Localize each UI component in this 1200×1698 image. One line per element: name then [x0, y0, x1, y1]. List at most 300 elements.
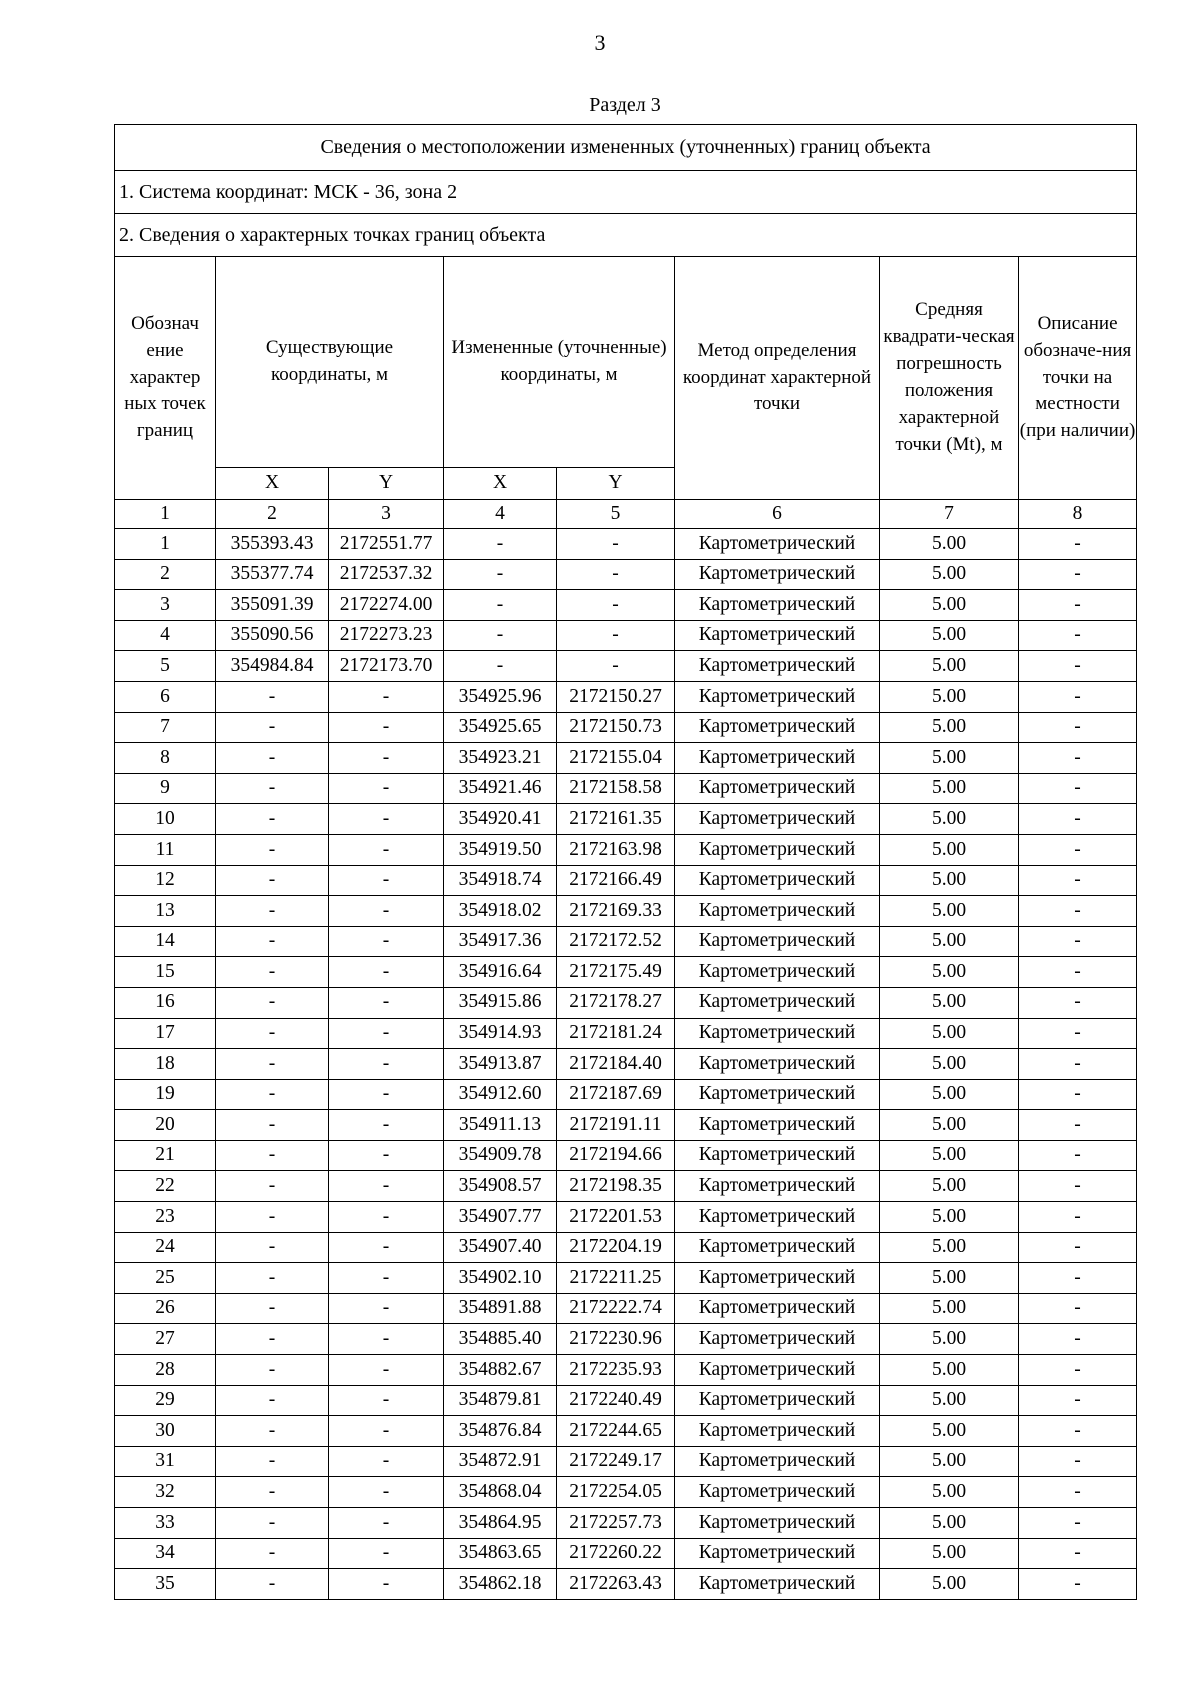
- error-cell: 5.00: [880, 1110, 1019, 1141]
- error-cell: 5.00: [880, 1416, 1019, 1447]
- changed-y-cell: 2172244.65: [557, 1416, 675, 1447]
- table-row: [115, 1293, 1137, 1324]
- existing-y-cell: -: [329, 865, 444, 896]
- method-cell: Картометрический: [675, 1324, 880, 1355]
- column-number: 3: [329, 500, 444, 529]
- changed-x-cell: 354919.50: [444, 834, 557, 865]
- changed-x-cell: 354925.65: [444, 712, 557, 743]
- existing-y-cell: -: [329, 1355, 444, 1386]
- changed-y-cell: -: [557, 651, 675, 682]
- point-number-cell: 5: [115, 651, 216, 682]
- method-cell: Картометрический: [675, 1110, 880, 1141]
- method-cell: Картометрический: [675, 1416, 880, 1447]
- header-description: Описание обозначе-ния точки на местности (при наличии): [1019, 257, 1137, 500]
- changed-y-cell: 2172257.73: [557, 1508, 675, 1539]
- changed-x-cell: 354876.84: [444, 1416, 557, 1447]
- changed-y-cell: 2172260.22: [557, 1538, 675, 1569]
- changed-x-cell: 354914.93: [444, 1018, 557, 1049]
- description-cell: -: [1019, 1477, 1137, 1508]
- error-cell: 5.00: [880, 1202, 1019, 1233]
- table-row: [115, 1355, 1137, 1386]
- error-cell: 5.00: [880, 1263, 1019, 1294]
- changed-y-cell: -: [557, 559, 675, 590]
- point-number-cell: 23: [115, 1202, 216, 1233]
- existing-y-cell: 2172537.32: [329, 559, 444, 590]
- table-row: [115, 896, 1137, 927]
- existing-x-cell: -: [216, 1355, 329, 1386]
- existing-y-cell: -: [329, 1263, 444, 1294]
- point-number-cell: 33: [115, 1508, 216, 1539]
- table-row: [115, 529, 1137, 560]
- table-row: [115, 1446, 1137, 1477]
- changed-x-cell: 354923.21: [444, 743, 557, 774]
- existing-y-cell: -: [329, 1416, 444, 1447]
- changed-y-cell: -: [557, 529, 675, 560]
- existing-x-cell: -: [216, 743, 329, 774]
- error-cell: 5.00: [880, 1508, 1019, 1539]
- existing-y-cell: 2172273.23: [329, 620, 444, 651]
- table-row: [115, 1079, 1137, 1110]
- existing-x-cell: -: [216, 1263, 329, 1294]
- existing-x-cell: -: [216, 1140, 329, 1171]
- point-number-cell: 21: [115, 1140, 216, 1171]
- changed-y-cell: 2172249.17: [557, 1446, 675, 1477]
- changed-x-cell: -: [444, 529, 557, 560]
- point-number-cell: 2: [115, 559, 216, 590]
- table-row: [115, 834, 1137, 865]
- column-number: 1: [115, 500, 216, 529]
- existing-y-cell: -: [329, 896, 444, 927]
- error-cell: 5.00: [880, 651, 1019, 682]
- point-number-cell: 28: [115, 1355, 216, 1386]
- table-row: [115, 1018, 1137, 1049]
- point-number-cell: 29: [115, 1385, 216, 1416]
- description-cell: -: [1019, 1202, 1137, 1233]
- changed-y-cell: 2172178.27: [557, 987, 675, 1018]
- error-cell: 5.00: [880, 1569, 1019, 1600]
- existing-x-cell: -: [216, 957, 329, 988]
- changed-x-cell: 354882.67: [444, 1355, 557, 1386]
- description-cell: -: [1019, 865, 1137, 896]
- existing-y-cell: -: [329, 1569, 444, 1600]
- existing-x-cell: -: [216, 1018, 329, 1049]
- method-cell: Картометрический: [675, 865, 880, 896]
- point-number-cell: 16: [115, 987, 216, 1018]
- table-row: [115, 651, 1137, 682]
- point-number-cell: 13: [115, 896, 216, 927]
- changed-x-cell: -: [444, 651, 557, 682]
- point-number-cell: 11: [115, 834, 216, 865]
- existing-y-cell: -: [329, 804, 444, 835]
- existing-y-cell: -: [329, 1079, 444, 1110]
- column-number: 2: [216, 500, 329, 529]
- header-changed-coords: Измененные (уточненные) координаты, м: [444, 257, 675, 468]
- description-cell: -: [1019, 743, 1137, 774]
- point-number-cell: 3: [115, 590, 216, 621]
- description-cell: -: [1019, 804, 1137, 835]
- point-number-cell: 25: [115, 1263, 216, 1294]
- existing-x-cell: -: [216, 896, 329, 927]
- table-row: [115, 1385, 1137, 1416]
- method-cell: Картометрический: [675, 926, 880, 957]
- existing-y-cell: -: [329, 1293, 444, 1324]
- existing-y-cell: -: [329, 1477, 444, 1508]
- existing-x-cell: -: [216, 1569, 329, 1600]
- description-cell: -: [1019, 1171, 1137, 1202]
- method-cell: Картометрический: [675, 1202, 880, 1233]
- changed-x-cell: 354885.40: [444, 1324, 557, 1355]
- point-number-cell: 20: [115, 1110, 216, 1141]
- method-cell: Картометрический: [675, 712, 880, 743]
- table-row: [115, 987, 1137, 1018]
- existing-x-cell: -: [216, 681, 329, 712]
- description-cell: -: [1019, 1263, 1137, 1294]
- coordinate-system: 1. Система координат: МСК - 36, зона 2: [115, 171, 1137, 214]
- header-existing-y: Y: [329, 468, 444, 500]
- method-cell: Картометрический: [675, 1079, 880, 1110]
- changed-x-cell: 354917.36: [444, 926, 557, 957]
- changed-y-cell: 2172184.40: [557, 1049, 675, 1080]
- error-cell: 5.00: [880, 1293, 1019, 1324]
- description-cell: -: [1019, 1232, 1137, 1263]
- table-row: [115, 1416, 1137, 1447]
- changed-x-cell: 354918.74: [444, 865, 557, 896]
- header-existing-x: X: [216, 468, 329, 500]
- header-method: Метод определения координат характерной точки: [675, 257, 880, 500]
- changed-x-cell: 354891.88: [444, 1293, 557, 1324]
- method-cell: Картометрический: [675, 896, 880, 927]
- description-cell: -: [1019, 834, 1137, 865]
- description-cell: -: [1019, 681, 1137, 712]
- table-title: Сведения о местоположении измененных (уточненных) границ объекта: [115, 125, 1137, 171]
- description-cell: -: [1019, 559, 1137, 590]
- existing-x-cell: 355377.74: [216, 559, 329, 590]
- existing-y-cell: -: [329, 773, 444, 804]
- changed-x-cell: 354918.02: [444, 896, 557, 927]
- method-cell: Картометрический: [675, 1355, 880, 1386]
- error-cell: 5.00: [880, 559, 1019, 590]
- table-row: [115, 1110, 1137, 1141]
- changed-x-cell: 354902.10: [444, 1263, 557, 1294]
- changed-y-cell: 2172187.69: [557, 1079, 675, 1110]
- point-number-cell: 26: [115, 1293, 216, 1324]
- point-number-cell: 17: [115, 1018, 216, 1049]
- error-cell: 5.00: [880, 1385, 1019, 1416]
- point-number-cell: 4: [115, 620, 216, 651]
- description-cell: -: [1019, 1355, 1137, 1386]
- point-number-cell: 1: [115, 529, 216, 560]
- table-row: [115, 1202, 1137, 1233]
- section-label: Раздел 3: [589, 94, 661, 116]
- description-cell: -: [1019, 1508, 1137, 1539]
- existing-y-cell: -: [329, 681, 444, 712]
- header-existing-coords: Существующие координаты, м: [216, 257, 444, 468]
- error-cell: 5.00: [880, 1538, 1019, 1569]
- error-cell: 5.00: [880, 1079, 1019, 1110]
- changed-x-cell: 354925.96: [444, 681, 557, 712]
- point-number-cell: 10: [115, 804, 216, 835]
- existing-x-cell: -: [216, 1477, 329, 1508]
- table-row: [115, 1263, 1137, 1294]
- method-cell: Картометрический: [675, 743, 880, 774]
- header-error: Средняя квадрати-ческая погрешность положения характерной точки (Mt), м: [880, 257, 1019, 500]
- changed-y-cell: 2172175.49: [557, 957, 675, 988]
- description-cell: -: [1019, 1049, 1137, 1080]
- error-cell: 5.00: [880, 804, 1019, 835]
- error-cell: 5.00: [880, 896, 1019, 927]
- changed-y-cell: -: [557, 590, 675, 621]
- existing-x-cell: -: [216, 1324, 329, 1355]
- method-cell: Картометрический: [675, 559, 880, 590]
- changed-y-cell: 2172181.24: [557, 1018, 675, 1049]
- description-cell: -: [1019, 1416, 1137, 1447]
- existing-y-cell: -: [329, 957, 444, 988]
- error-cell: 5.00: [880, 926, 1019, 957]
- error-cell: 5.00: [880, 1324, 1019, 1355]
- column-number: 4: [444, 500, 557, 529]
- existing-x-cell: -: [216, 1416, 329, 1447]
- method-cell: Картометрический: [675, 1538, 880, 1569]
- changed-y-cell: 2172161.35: [557, 804, 675, 835]
- existing-y-cell: -: [329, 1140, 444, 1171]
- changed-y-cell: 2172240.49: [557, 1385, 675, 1416]
- changed-x-cell: 354872.91: [444, 1446, 557, 1477]
- existing-x-cell: -: [216, 865, 329, 896]
- method-cell: Картометрический: [675, 1477, 880, 1508]
- point-number-cell: 15: [115, 957, 216, 988]
- table-row: [115, 1140, 1137, 1171]
- existing-x-cell: -: [216, 1232, 329, 1263]
- description-cell: -: [1019, 1385, 1137, 1416]
- changed-y-cell: 2172158.58: [557, 773, 675, 804]
- changed-x-cell: 354907.77: [444, 1202, 557, 1233]
- changed-y-cell: 2172169.33: [557, 896, 675, 927]
- existing-y-cell: -: [329, 1538, 444, 1569]
- existing-x-cell: -: [216, 1110, 329, 1141]
- existing-y-cell: -: [329, 1232, 444, 1263]
- changed-y-cell: 2172198.35: [557, 1171, 675, 1202]
- point-number-cell: 32: [115, 1477, 216, 1508]
- existing-y-cell: -: [329, 1018, 444, 1049]
- existing-y-cell: -: [329, 1446, 444, 1477]
- table-row: [115, 590, 1137, 621]
- existing-y-cell: 2172551.77: [329, 529, 444, 560]
- error-cell: 5.00: [880, 620, 1019, 651]
- existing-x-cell: -: [216, 1079, 329, 1110]
- existing-x-cell: -: [216, 1293, 329, 1324]
- changed-x-cell: 354868.04: [444, 1477, 557, 1508]
- changed-y-cell: 2172194.66: [557, 1140, 675, 1171]
- table-row: [115, 804, 1137, 835]
- changed-x-cell: 354916.64: [444, 957, 557, 988]
- existing-x-cell: -: [216, 987, 329, 1018]
- changed-y-cell: 2172230.96: [557, 1324, 675, 1355]
- method-cell: Картометрический: [675, 1018, 880, 1049]
- error-cell: 5.00: [880, 1446, 1019, 1477]
- error-cell: 5.00: [880, 1049, 1019, 1080]
- changed-x-cell: 354911.13: [444, 1110, 557, 1141]
- description-cell: -: [1019, 529, 1137, 560]
- changed-x-cell: 354915.86: [444, 987, 557, 1018]
- changed-y-cell: 2172150.27: [557, 681, 675, 712]
- method-cell: Картометрический: [675, 804, 880, 835]
- existing-x-cell: 354984.84: [216, 651, 329, 682]
- method-cell: Картометрический: [675, 1049, 880, 1080]
- points-heading: 2. Сведения о характерных точках границ объекта: [115, 214, 1137, 257]
- existing-x-cell: -: [216, 804, 329, 835]
- method-cell: Картометрический: [675, 620, 880, 651]
- table-row: [115, 926, 1137, 957]
- error-cell: 5.00: [880, 590, 1019, 621]
- existing-x-cell: -: [216, 1538, 329, 1569]
- method-cell: Картометрический: [675, 1232, 880, 1263]
- table-row: [115, 1538, 1137, 1569]
- point-number-cell: 35: [115, 1569, 216, 1600]
- changed-y-cell: 2172222.74: [557, 1293, 675, 1324]
- description-cell: -: [1019, 896, 1137, 927]
- table-row: [115, 773, 1137, 804]
- method-cell: Картометрический: [675, 1508, 880, 1539]
- table-row: [115, 1171, 1137, 1202]
- changed-x-cell: 354913.87: [444, 1049, 557, 1080]
- changed-x-cell: 354863.65: [444, 1538, 557, 1569]
- description-cell: -: [1019, 1324, 1137, 1355]
- existing-x-cell: -: [216, 1171, 329, 1202]
- boundary-points-table: [114, 124, 1137, 1600]
- point-number-cell: 31: [115, 1446, 216, 1477]
- method-cell: Картометрический: [675, 1140, 880, 1171]
- description-cell: -: [1019, 957, 1137, 988]
- point-number-cell: 27: [115, 1324, 216, 1355]
- existing-x-cell: 355090.56: [216, 620, 329, 651]
- point-number-cell: 9: [115, 773, 216, 804]
- existing-y-cell: -: [329, 1385, 444, 1416]
- error-cell: 5.00: [880, 1171, 1019, 1202]
- description-cell: -: [1019, 1569, 1137, 1600]
- table-row: [115, 865, 1137, 896]
- point-number-cell: 34: [115, 1538, 216, 1569]
- existing-y-cell: -: [329, 1049, 444, 1080]
- table-row: [115, 1477, 1137, 1508]
- error-cell: 5.00: [880, 712, 1019, 743]
- column-number: 7: [880, 500, 1019, 529]
- changed-x-cell: 354862.18: [444, 1569, 557, 1600]
- changed-x-cell: 354879.81: [444, 1385, 557, 1416]
- existing-x-cell: -: [216, 1446, 329, 1477]
- table-row: [115, 1232, 1137, 1263]
- changed-y-cell: 2172204.19: [557, 1232, 675, 1263]
- error-cell: 5.00: [880, 834, 1019, 865]
- point-number-cell: 7: [115, 712, 216, 743]
- method-cell: Картометрический: [675, 1293, 880, 1324]
- changed-y-cell: 2172254.05: [557, 1477, 675, 1508]
- description-cell: -: [1019, 926, 1137, 957]
- existing-y-cell: 2172274.00: [329, 590, 444, 621]
- table-row: [115, 743, 1137, 774]
- changed-x-cell: 354921.46: [444, 773, 557, 804]
- existing-y-cell: -: [329, 1508, 444, 1539]
- method-cell: Картометрический: [675, 1446, 880, 1477]
- description-cell: -: [1019, 1446, 1137, 1477]
- changed-x-cell: 354920.41: [444, 804, 557, 835]
- method-cell: Картометрический: [675, 987, 880, 1018]
- table-row: [115, 712, 1137, 743]
- table-row: [115, 1508, 1137, 1539]
- existing-x-cell: -: [216, 1202, 329, 1233]
- existing-x-cell: 355091.39: [216, 590, 329, 621]
- changed-x-cell: 354908.57: [444, 1171, 557, 1202]
- changed-y-cell: 2172235.93: [557, 1355, 675, 1386]
- table-row: [115, 620, 1137, 651]
- changed-y-cell: 2172172.52: [557, 926, 675, 957]
- existing-y-cell: -: [329, 987, 444, 1018]
- description-cell: -: [1019, 773, 1137, 804]
- method-cell: Картометрический: [675, 590, 880, 621]
- description-cell: -: [1019, 1293, 1137, 1324]
- changed-x-cell: 354912.60: [444, 1079, 557, 1110]
- column-number: 5: [557, 500, 675, 529]
- changed-y-cell: 2172191.11: [557, 1110, 675, 1141]
- header-changed-x: X: [444, 468, 557, 500]
- description-cell: -: [1019, 651, 1137, 682]
- error-cell: 5.00: [880, 1355, 1019, 1386]
- error-cell: 5.00: [880, 773, 1019, 804]
- error-cell: 5.00: [880, 681, 1019, 712]
- description-cell: -: [1019, 1018, 1137, 1049]
- header-point-designation: Обознач ение характер ных точек границ: [115, 257, 216, 500]
- table-row: [115, 957, 1137, 988]
- table-row: [115, 681, 1137, 712]
- point-number-cell: 22: [115, 1171, 216, 1202]
- point-number-cell: 19: [115, 1079, 216, 1110]
- existing-x-cell: 355393.43: [216, 529, 329, 560]
- changed-y-cell: 2172201.53: [557, 1202, 675, 1233]
- changed-x-cell: -: [444, 620, 557, 651]
- description-cell: -: [1019, 1538, 1137, 1569]
- method-cell: Картометрический: [675, 651, 880, 682]
- changed-y-cell: 2172211.25: [557, 1263, 675, 1294]
- changed-y-cell: 2172166.49: [557, 865, 675, 896]
- error-cell: 5.00: [880, 987, 1019, 1018]
- changed-y-cell: 2172163.98: [557, 834, 675, 865]
- existing-y-cell: -: [329, 926, 444, 957]
- description-cell: -: [1019, 590, 1137, 621]
- error-cell: 5.00: [880, 957, 1019, 988]
- changed-x-cell: 354907.40: [444, 1232, 557, 1263]
- error-cell: 5.00: [880, 529, 1019, 560]
- point-number-cell: 14: [115, 926, 216, 957]
- description-cell: -: [1019, 1110, 1137, 1141]
- description-cell: -: [1019, 1079, 1137, 1110]
- description-cell: -: [1019, 987, 1137, 1018]
- table-row: [115, 1324, 1137, 1355]
- changed-x-cell: -: [444, 590, 557, 621]
- description-cell: -: [1019, 1140, 1137, 1171]
- error-cell: 5.00: [880, 1140, 1019, 1171]
- changed-y-cell: 2172150.73: [557, 712, 675, 743]
- page-number: 3: [594, 30, 606, 55]
- existing-y-cell: -: [329, 1171, 444, 1202]
- table-row: [115, 1569, 1137, 1600]
- method-cell: Картометрический: [675, 773, 880, 804]
- existing-y-cell: -: [329, 712, 444, 743]
- changed-x-cell: 354909.78: [444, 1140, 557, 1171]
- existing-x-cell: -: [216, 1508, 329, 1539]
- changed-x-cell: -: [444, 559, 557, 590]
- existing-x-cell: -: [216, 1049, 329, 1080]
- method-cell: Картометрический: [675, 529, 880, 560]
- method-cell: Картометрический: [675, 1263, 880, 1294]
